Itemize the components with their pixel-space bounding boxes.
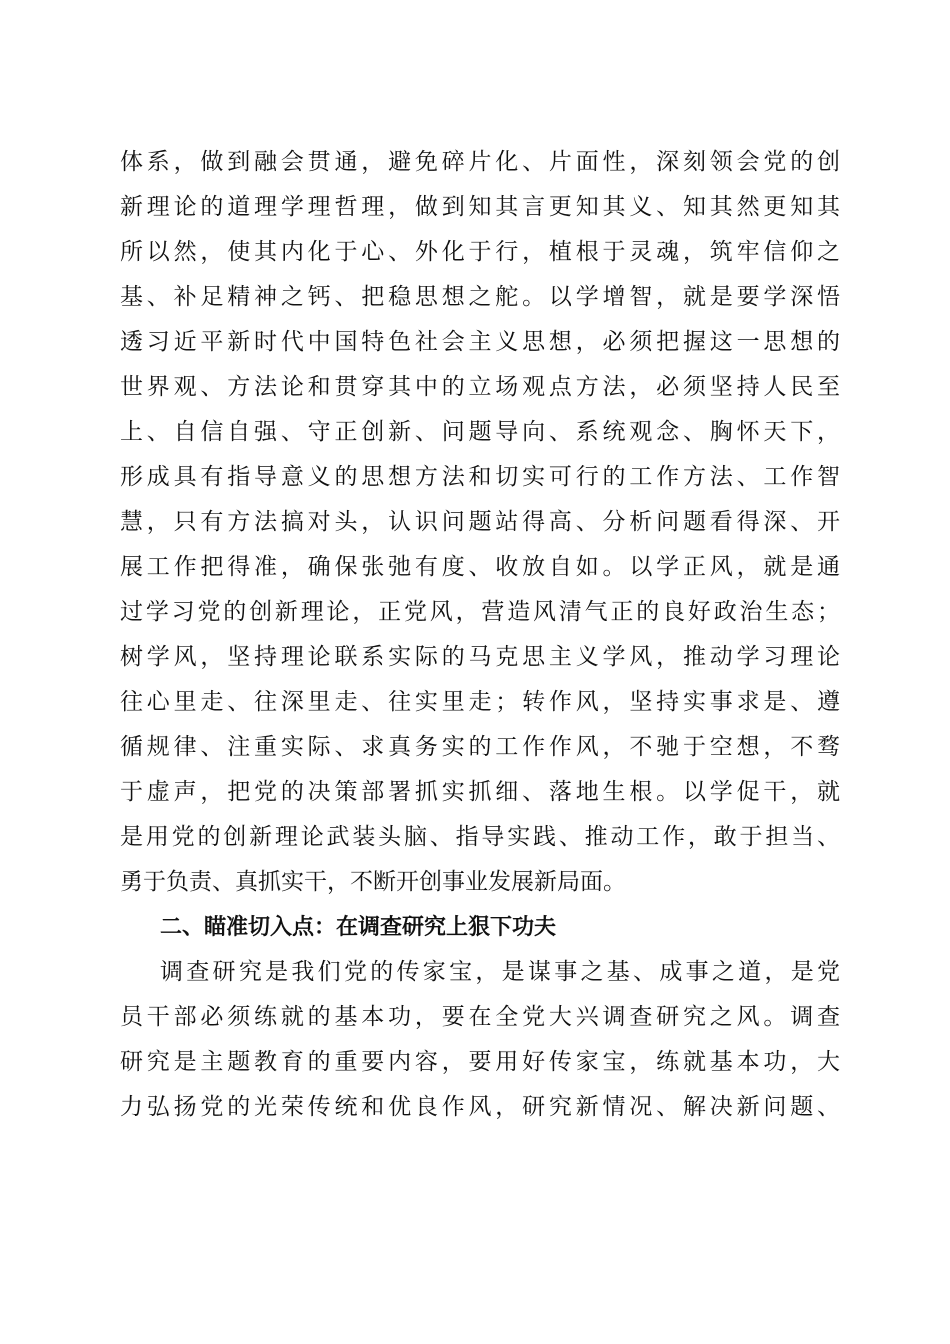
text-line: 研究是主题教育的重要内容，要用好传家宝，练就基本功，大 (120, 1049, 840, 1075)
text-line: 树学风，坚持理论联系实际的马克思主义学风，推动学习理论 (120, 644, 840, 670)
section-heading: 二、瞄准切入点：在调查研究上狠下功夫 (160, 915, 557, 940)
text-line: 力弘扬党的光荣传统和优良作风，研究新情况、解决新问题、 (120, 1094, 840, 1120)
text-line: 调查研究是我们党的传家宝，是谋事之基、成事之道，是党 (160, 959, 840, 985)
text-line: 慧，只有方法搞对头，认识问题站得高、分析问题看得深、开 (120, 509, 840, 535)
text-line: 上、自信自强、守正创新、问题导向、系统观念、胸怀天下， (120, 419, 840, 445)
paragraph-1 (120, 140, 840, 905)
text-line: 体系，做到融会贯通，避免碎片化、片面性，深刻领会党的创 (120, 149, 840, 175)
text-line: 于虚声，把党的决策部署抓实抓细、落地生根。以学促干，就 (120, 779, 840, 805)
text-line: 展工作把得准，确保张弛有度、收放自如。以学正风，就是通 (120, 554, 840, 580)
text-line: 勇于负责、真抓实干，不断开创事业发展新局面。 (120, 869, 626, 895)
text-line: 过学习党的创新理论，正党风，营造风清气正的良好政治生态； (120, 599, 840, 625)
text-line: 新理论的道理学理哲理，做到知其言更知其义、知其然更知其 (120, 194, 840, 220)
text-line: 是用党的创新理论武装头脑、指导实践、推动工作，敢于担当、 (120, 824, 840, 850)
text-line: 所以然，使其内化于心、外化于行，植根于灵魂，筑牢信仰之 (120, 239, 840, 265)
text-line: 基、补足精神之钙、把稳思想之舵。以学增智，就是要学深悟 (120, 284, 840, 310)
text-line: 循规律、注重实际、求真务实的工作作风，不驰于空想，不骛 (120, 734, 840, 760)
text-line: 世界观、方法论和贯穿其中的立场观点方法，必须坚持人民至 (120, 374, 840, 400)
text-line: 形成具有指导意义的思想方法和切实可行的工作方法、工作智 (120, 464, 840, 490)
paragraph-2 (120, 950, 840, 1130)
text-line: 透习近平新时代中国特色社会主义思想，必须把握这一思想的 (120, 329, 840, 355)
document-body (120, 140, 840, 1130)
text-line: 员干部必须练就的基本功，要在全党大兴调查研究之风。调查 (120, 1004, 840, 1030)
text-line: 往心里走、往深里走、往实里走；转作风，坚持实事求是、遵 (120, 689, 840, 715)
